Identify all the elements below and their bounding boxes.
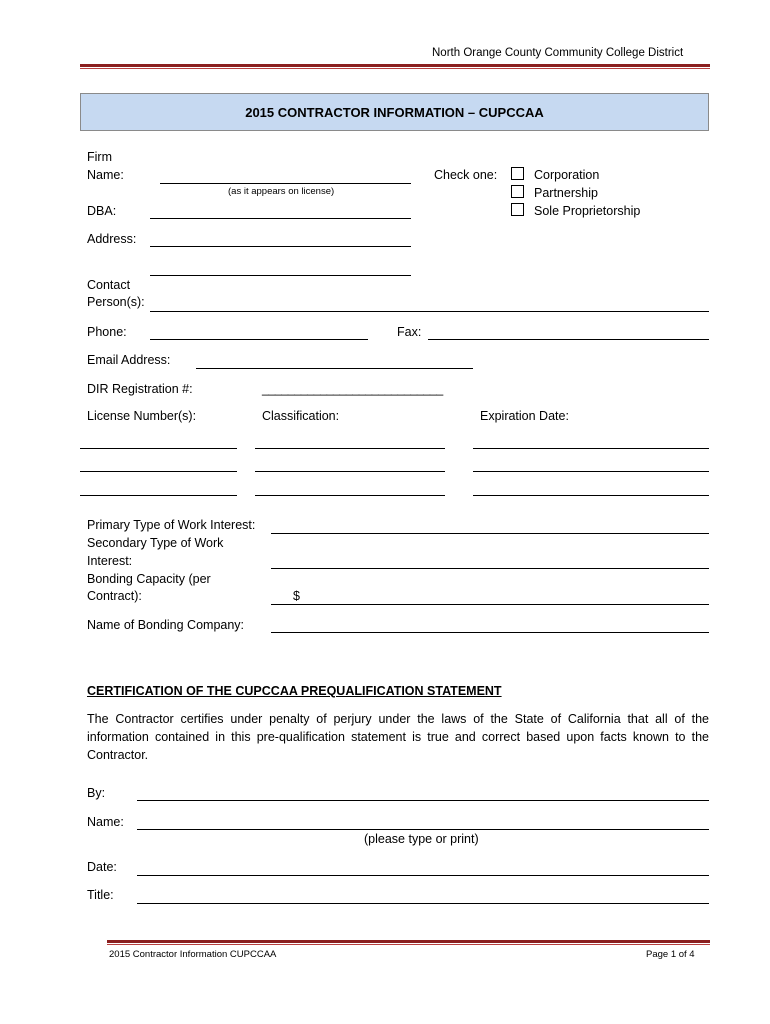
partnership-checkbox[interactable] [511,185,524,198]
primary-work-label: Primary Type of Work Interest: [87,518,256,532]
bonding-capacity-field[interactable] [271,604,709,605]
corporation-checkbox[interactable] [511,167,524,180]
bonding-company-field[interactable] [271,632,709,633]
phone-label: Phone: [87,325,127,339]
expiration-label: Expiration Date: [480,409,569,423]
dba-field[interactable] [150,218,411,219]
firm-label-line2: Name: [87,168,124,182]
footer-page-number: Page 1 of 4 [646,949,695,960]
address-field-line2[interactable] [150,275,411,276]
bonding-capacity-label-line2: Contract): [87,589,142,603]
expiration-field-3[interactable] [473,495,709,496]
footer-rule [107,940,710,943]
sole-proprietorship-option: Sole Proprietorship [534,204,641,218]
secondary-work-label-line1: Secondary Type of Work [87,536,224,550]
license-field-1[interactable] [80,448,237,449]
certification-title: CERTIFICATION OF THE CUPCCAA PREQUALIFICATION STATEMENT [87,684,502,698]
phone-field[interactable] [150,339,368,340]
fax-field[interactable] [428,339,709,340]
header-district: North Orange County Community College District [432,47,684,59]
secondary-work-label-line2: Interest: [87,554,133,568]
form-title: 2015 CONTRACTOR INFORMATION – CUPCCAA [245,104,544,120]
dir-field[interactable]: ____________________________ [262,382,443,396]
partnership-option: Partnership [534,186,598,200]
footer-doc-name: 2015 Contractor Information CUPCCAA [109,949,277,960]
fax-label: Fax: [397,325,422,339]
email-label: Email Address: [87,353,171,367]
form-title-banner [80,93,709,131]
license-field-2[interactable] [80,471,237,472]
license-field-3[interactable] [80,495,237,496]
name-label: Name: [87,815,124,829]
expiration-field-2[interactable] [473,471,709,472]
certification-body: The Contractor certifies under penalty of perjury under the laws of the State of California that all of the information contained in this pre-qualification statement is true and correct based upon facts known to the Contractor. [87,712,709,762]
contact-person-field[interactable] [150,311,709,312]
expiration-field-1[interactable] [473,448,709,449]
dollar-sign: $ [293,589,300,603]
as-appears-note: (as it appears on license) [228,186,335,197]
contact-label-line2: Person(s): [87,295,145,309]
header-rule [80,64,710,67]
dba-label: DBA: [87,204,117,218]
secondary-work-field[interactable] [271,568,709,569]
contact-label-line1: Contact [87,278,131,292]
dir-label: DIR Registration #: [87,382,193,396]
name-field[interactable] [137,829,709,830]
date-field[interactable] [137,875,709,876]
bonding-company-label: Name of Bonding Company: [87,618,245,632]
sole-proprietorship-checkbox[interactable] [511,203,524,216]
footer-rule-thin [107,944,710,945]
by-field[interactable] [137,800,709,801]
classification-label: Classification: [262,409,340,423]
title-field[interactable] [137,903,709,904]
by-label: By: [87,786,106,800]
primary-work-field[interactable] [271,533,709,534]
classification-field-2[interactable] [255,471,445,472]
title-label: Title: [87,888,114,902]
address-field-line1[interactable] [150,246,411,247]
bonding-capacity-label-line1: Bonding Capacity (per [87,572,211,586]
date-label: Date: [87,860,117,874]
email-field[interactable] [196,368,473,369]
header-rule-thin [80,68,710,69]
please-type-note: (please type or print) [364,832,479,846]
classification-field-1[interactable] [255,448,445,449]
firm-label-line1: Firm [87,150,112,164]
check-one-label: Check one: [434,168,498,182]
corporation-option: Corporation [534,168,600,182]
classification-field-3[interactable] [255,495,445,496]
address-label: Address: [87,232,137,246]
license-label: License Number(s): [87,409,197,423]
